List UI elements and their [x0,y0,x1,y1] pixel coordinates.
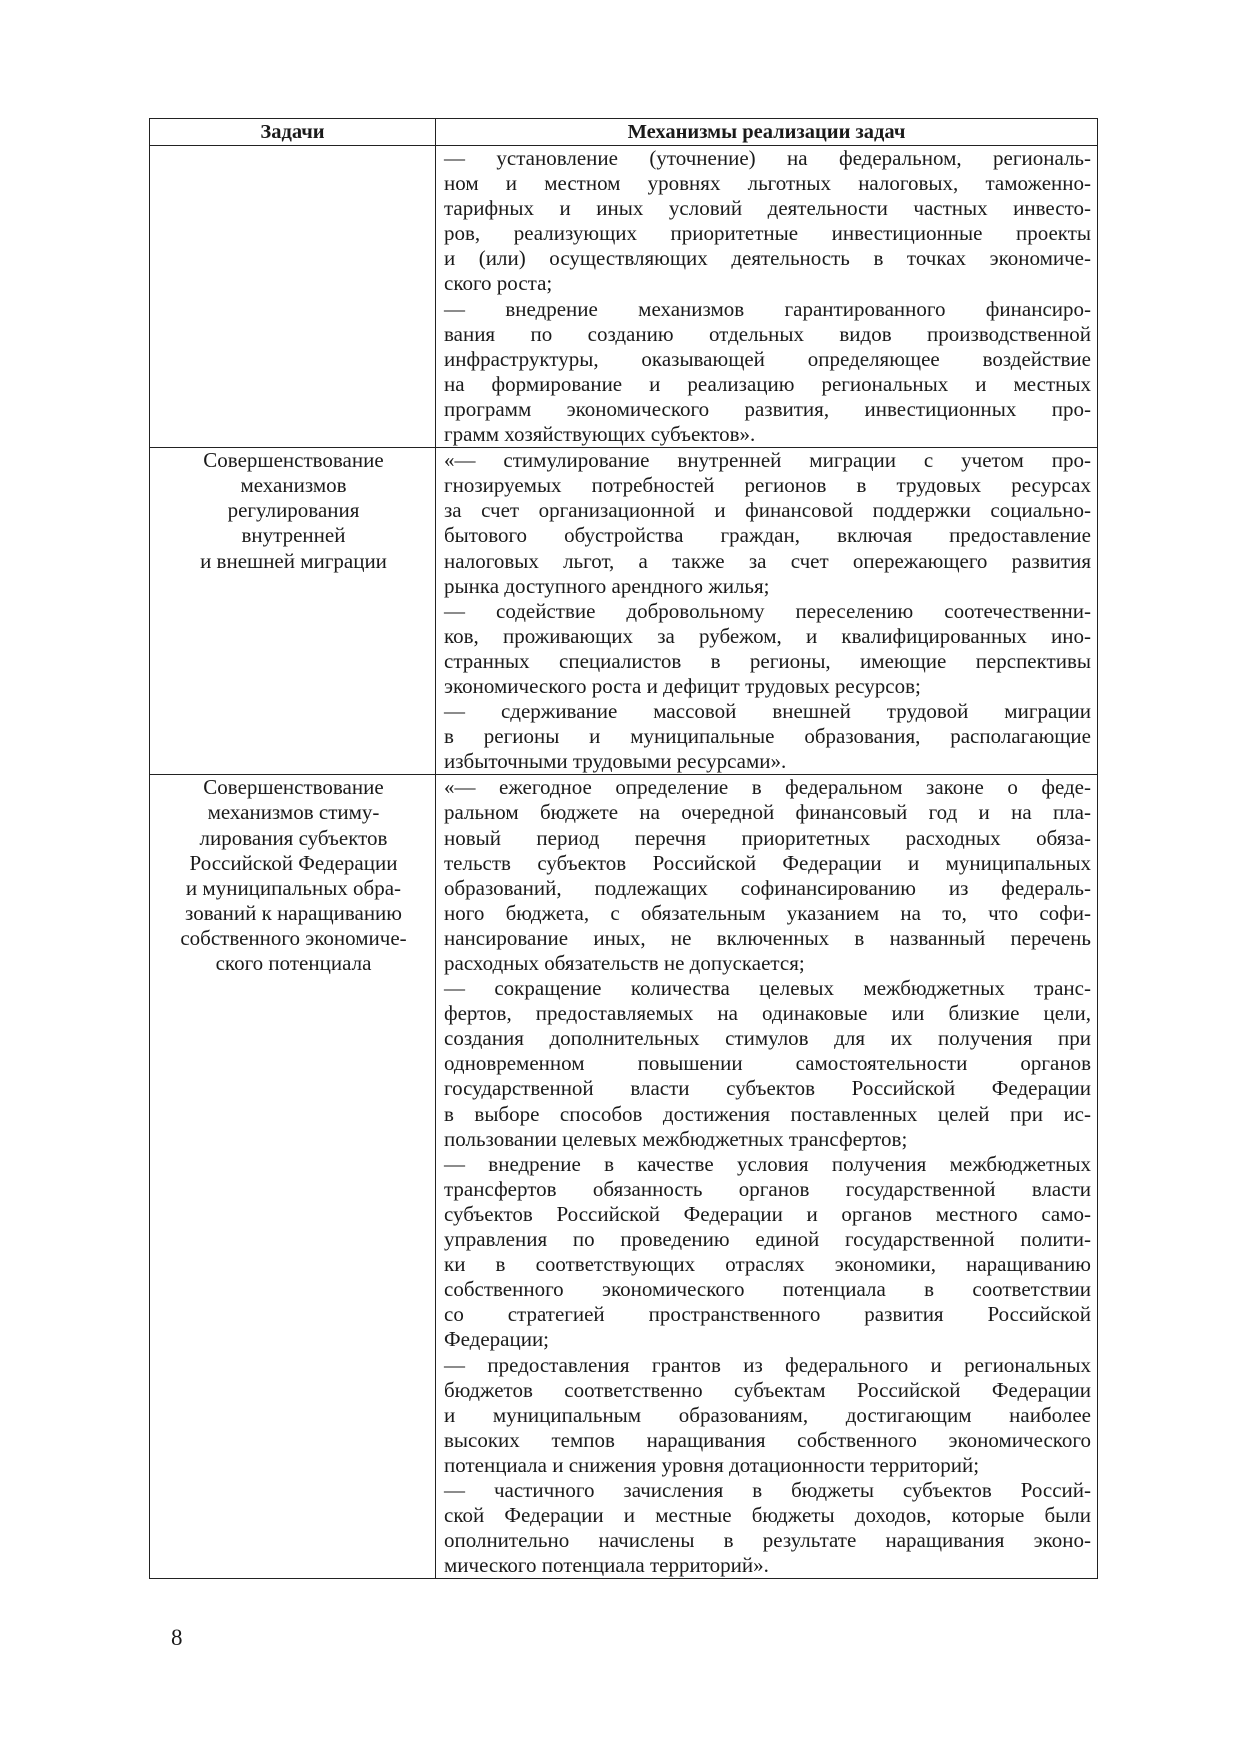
task-line: ского потенциала [215,951,372,975]
mechanism-line: налоговых льгот, а также за счет опережающего развития [444,548,1091,573]
mechanism-line: и (или) осуществляющих деятельность в точках экономиче- [444,246,1091,271]
table-row [150,146,1098,448]
mechanism-line: мического потенциала территорий». [444,1553,769,1578]
table-row [150,448,1098,775]
mechanism-line: бытового обустройства граждан, включая предоставление [444,523,1091,548]
mechanism-line: ков, проживающих за рубежом, и квалифицированных ино- [444,623,1091,648]
mechanism-line: со стратегией пространственного развития Российской [444,1302,1091,1327]
mechanism-line: одновременном повышении самостоятельности органов [444,1051,1091,1076]
task-line: регулирования [227,498,360,523]
mechanism-line: экономического роста и дефицит трудовых ресурсов; [444,673,921,698]
mechanism-line: государственной власти субъектов Российской Федерации [444,1076,1091,1101]
task-line: Совершенствование [203,775,384,800]
mechanism-line: управления по проведению единой государственной полити- [444,1227,1091,1252]
mechanism-line: — сдерживание массовой внешней трудовой миграции [444,699,1091,724]
task-line: собственного экономиче- [180,925,407,950]
mechanism-line: создания дополнительных стимулов для их получения при [444,1026,1091,1051]
mechanism-line: — содействие добровольному переселению соотечественни- [444,598,1091,623]
mechanism-line: тарифных и иных условий деятельности частных инвесто- [444,196,1091,221]
task-line: внутренней [241,523,346,548]
mechanism-cell [436,775,1098,1579]
mechanism-line: «— стимулирование внутренней миграции с учетом про- [444,448,1091,473]
mechanism-line: ки в соответствующих отраслях экономики, наращиванию [444,1252,1091,1277]
mechanism-line: — внедрение механизмов гарантированного финансиро- [444,296,1091,321]
tasks-mechanisms-table [149,118,1098,1579]
mechanism-line: Федерации; [444,1327,550,1352]
mechanism-line: грамм хозяйствующих субъектов». [444,422,756,447]
mechanism-line: вания по созданию отдельных видов производственной [444,321,1091,346]
task-cell [150,146,436,448]
table-body [150,146,1098,1579]
mechanism-line: субъектов Российской Федерации и органов местного само- [444,1201,1091,1226]
mechanism-line: в регионы и муниципальные образования, располагающие [444,724,1091,749]
task-line: Совершенствование [203,448,384,473]
mechanism-line: фертов, предоставляемых на одинаковые или близкие цели, [444,1001,1091,1026]
mechanism-line: ном и местном уровнях льготных налоговых, таможенно- [444,171,1091,196]
mechanism-line: ополнительно начислены в результате наращивания эконо- [444,1528,1091,1553]
header-tasks: Задачи [150,119,436,146]
mechanism-cell [436,448,1098,775]
mechanism-line: инфраструктуры, оказывающей определяющее воздействие [444,346,1091,371]
task-cell [150,775,436,1579]
mechanism-line: ного бюджета, с обязательным указанием на то, что софи- [444,900,1091,925]
mechanism-line: и муниципальным образованиям, достигающим наиболее [444,1402,1091,1427]
mechanism-line: пользовании целевых межбюджетных трансфертов; [444,1126,908,1151]
mechanism-line: — предоставления грантов из федерального и региональных [444,1352,1091,1377]
mechanism-line: трансфертов обязанность органов государственной власти [444,1176,1091,1201]
mechanism-line: ского роста; [444,271,553,296]
mechanism-line: образований, подлежащих софинансированию из федераль- [444,875,1091,900]
mechanism-line: ров, реализующих приоритетные инвестиционные проекты [444,221,1091,246]
task-line: механизмов стиму- [207,800,380,825]
mechanism-line: в выборе способов достижения поставленных целей при ис- [444,1101,1091,1126]
table-row [150,775,1098,1579]
task-line: и муниципальных обра- [185,875,402,900]
mechanism-line: потенциала и снижения уровня дотационности территорий; [444,1452,980,1477]
task-line: зований к наращиванию [185,900,402,925]
task-line: Российской Федерации [189,850,398,875]
mechanism-line: на формирование и реализацию региональных и местных [444,371,1091,396]
mechanism-line: — внедрение в качестве условия получения межбюджетных [444,1151,1091,1176]
mechanism-line: высоких темпов наращивания собственного экономического [444,1427,1091,1452]
task-cell [150,448,436,775]
mechanism-line: расходных обязательств не допускается; [444,951,805,975]
header-mechanisms: Механизмы реализации задач [436,119,1098,146]
mechanism-line: «— ежегодное определение в федеральном законе о феде- [444,775,1091,800]
mechanism-line: новый период перечня приоритетных расходных обяза- [444,825,1091,850]
mechanism-line: гнозируемых потребностей регионов в трудовых ресурсах [444,473,1091,498]
mechanism-line: — частичного зачисления в бюджеты субъектов Россий- [444,1477,1091,1502]
mechanism-cell [436,146,1098,448]
mechanism-line: ской Федерации и местные бюджеты доходов, которые были [444,1503,1091,1528]
task-line: и внешней миграции [200,548,387,573]
mechanism-line: — установление (уточнение) на федеральном, региональ- [444,146,1091,170]
mechanism-line: за счет организационной и финансовой поддержки социально- [444,498,1091,523]
task-line: механизмов [240,473,347,498]
mechanism-line: странных специалистов в регионы, имеющие перспективы [444,648,1091,673]
mechanism-line: ральном бюджете на очередной финансовый год и на пла- [444,800,1091,825]
mechanism-line: программ экономического развития, инвестиционных про- [444,396,1091,421]
task-line: лирования субъектов [199,825,388,850]
mechanism-line: бюджетов соответственно субъектам Российской Федерации [444,1377,1091,1402]
mechanism-line: рынка доступного арендного жилья; [444,573,770,598]
mechanism-line: собственного экономического потенциала в соответствии [444,1277,1091,1302]
mechanism-line: нансирование иных, не включенных в названный перечень [444,925,1091,950]
page-number: 8 [171,1625,183,1650]
mechanism-line: — сокращение количества целевых межбюджетных транс- [444,976,1091,1001]
table-header-row [150,119,1098,146]
mechanism-line: избыточными трудовыми ресурсами». [444,749,787,774]
mechanism-line: тельств субъектов Российской Федерации и муниципальных [444,850,1091,875]
